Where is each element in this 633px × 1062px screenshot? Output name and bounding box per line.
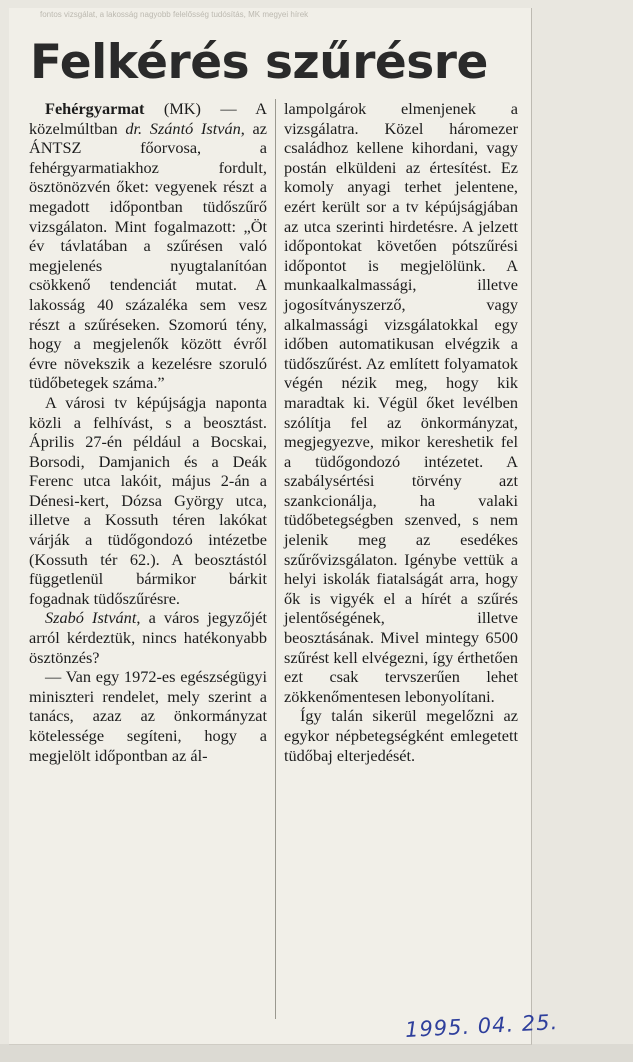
handwritten-date: 1995. 04. 25. — [404, 1010, 559, 1042]
person-name-szabo: Szabó Istvánt — [45, 608, 137, 628]
person-name-szanto: dr. Szántó István — [125, 118, 241, 138]
paragraph-answer-start: — Van egy 1972-es egészségügyi miniszteri rendelet, mely szerint a tanács, azaz az önkormányzat kötelessége segíteni, hogy a megjelölt időpontban az ál- — [29, 667, 267, 765]
intro-quote: , az ÁNTSZ főorvosa, a fehérgyarmatiakhoz fordult, ösztönözvén őket: vegyenek részt a megadott időpontban tüdőszűrő vizsgálaton. Mint fogalmazott: „Öt év távlatában a szűrésen való megjelenés nyugtalanítóan csökkenő tendenciát mutat. A lakosság 40 százaléka sem vesz részt a szűréseken. Szomorú tény, hogy a megjelenők között évről évre növekszik a kezelésre szoruló tüdőbetegek száma.” — [29, 118, 267, 393]
dateline: Fehérgyarmat — [45, 99, 145, 118]
paragraph-schedule: A városi tv képújságja naponta közli a felhívást, s a beosztást. Április 27-én például a Bocskai, Borsodi, Damjanich és a Deák Ferenc utca lakóit, május 2-án a Dénesi-kert, Dózsa György utca, illetve a Kossuth téren lakókat várják a tüdőgondozó intézetbe (Kossuth tér 62.). A beosztástól függetlenül bármikor bárkit fogadnak tüdőszűrésre. — [29, 392, 267, 608]
article-column-right — [284, 99, 518, 765]
paragraph-answer-continued: lampolgárok elmenjenek a vizsgálatra. Közel háromezer családhoz kellene kihordani, vagy postán elküldeni az értesítést. Ez komoly anyagi terhet jelentene, ezért került sor a tv képújságjában az utca szerinti hirdetésre. A jelzett időpontokat követően pótszűrési időpontot is megjelölünk. A munkaalkalmassági, illetve jogosítványszerző, vagy alkalmassági vizsgálatokkal egy időben automatikusan elvégzik a tüdőszűrést. Az említett folyamatok végén nézik meg, hogy kik maradtak ki. Végül őket levélben szólítja fel az önkormányzat, megjegyezve, mikor kereshetik fel a tüdőgondozó intézetet. A szabálysértési törvény azt szankcionálja, ha valaki tüdőbetegségben szenved, s nem jelenik meg az esedékes szűrővizsgálaton. Igénybe vettük a helyi iskolák fiatalságát arra, hogy ők is vigyék el a hírét a szűrés jelentőségének, illetve beosztásának. Mivel mintegy 6500 szűrést kell elvégezni, így érthetően ezt csak tervszerűen lehet zökkenőmentesen lebonyolítani. — [284, 99, 518, 706]
paragraph-closing: Így talán sikerül megelőzni az egykor népbetegségként emlegetett tüdőbaj elterjedését. — [284, 706, 518, 765]
scan-background — [0, 1044, 633, 1062]
column-divider — [275, 99, 276, 1019]
bleed-through-text: fontos vizsgálat, a lakosság nagyobb felelősség tudósítás, MK megyei hírek — [40, 10, 309, 19]
article-column-left — [29, 99, 267, 765]
question-text: , a város jegyzőjét arról kérdeztük, nincs hatékonyabb ösztönzés? — [29, 608, 268, 667]
headline: Felkérés szűrésre — [30, 35, 488, 90]
paragraph-question — [29, 608, 267, 667]
intro-text: (MK) — A közelmúltban — [29, 99, 267, 138]
paragraph-intro — [29, 99, 267, 393]
